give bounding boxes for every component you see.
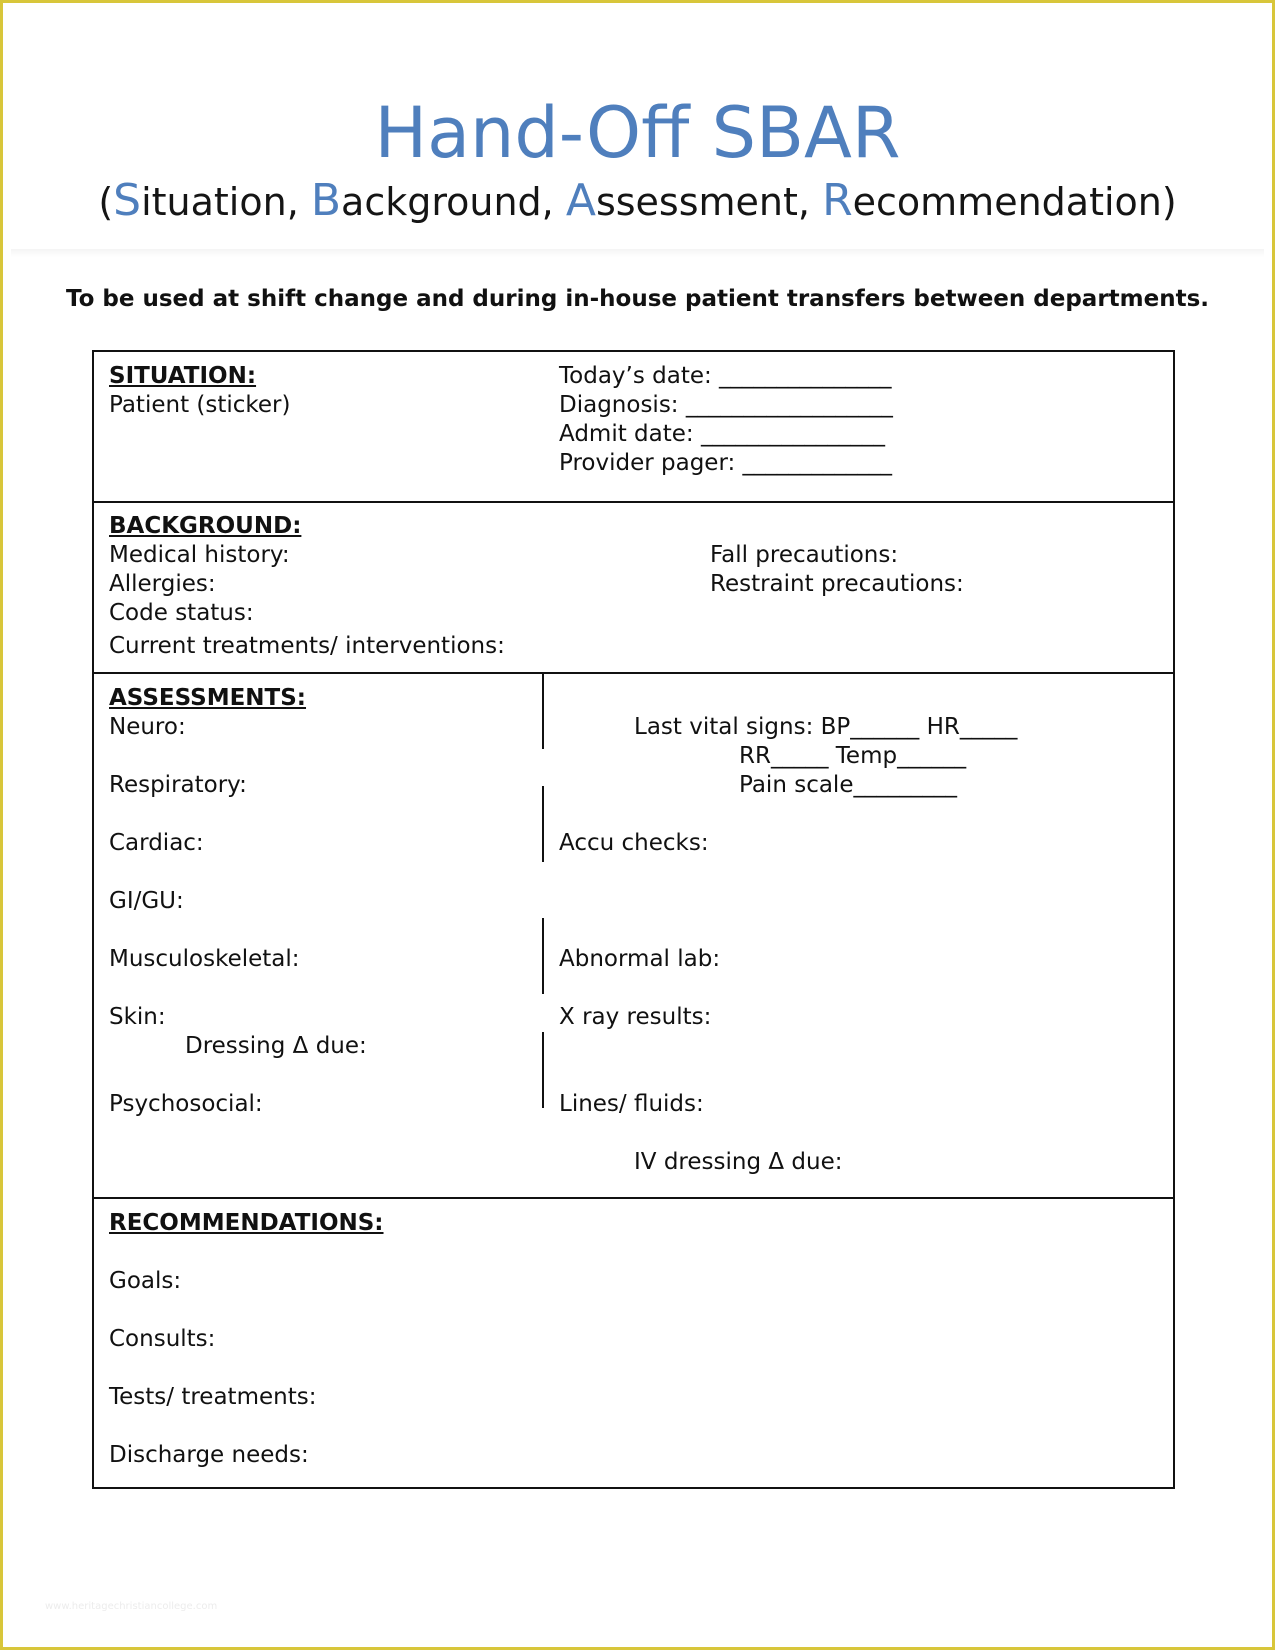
fall-precautions-label: Fall precautions: — [710, 542, 899, 568]
subtitle-r-rest: ecommendation — [852, 180, 1162, 224]
assessment-column-divider-4 — [542, 1032, 544, 1108]
subtitle-a-cap: A — [565, 175, 596, 226]
assessments-heading: ASSESSMENTS: — [109, 685, 307, 711]
abnormal-lab-label: Abnormal lab: — [559, 946, 721, 972]
subtitle-a-rest: ssessment, — [595, 180, 823, 224]
neuro-label: Neuro: — [109, 714, 186, 740]
last-vital-signs-field: Last vital signs: BP______ HR_____ — [634, 714, 1018, 740]
subtitle-close-paren: ) — [1161, 180, 1177, 224]
assessment-column-divider-1 — [542, 674, 544, 749]
code-status-label: Code status: — [109, 600, 254, 626]
provider-pager-field: Provider pager: _____________ — [559, 450, 893, 476]
section-divider-background — [94, 672, 1173, 674]
accu-checks-label: Accu checks: — [559, 830, 709, 856]
watermark: www.heritagechristiancollege.com — [45, 1601, 218, 1612]
assessment-column-divider-3 — [542, 918, 544, 994]
patient-sticker-label: Patient (sticker) — [109, 392, 291, 418]
tests-treatments-label: Tests/ treatments: — [109, 1384, 317, 1410]
skin-label: Skin: — [109, 1004, 166, 1030]
cardiac-label: Cardiac: — [109, 830, 204, 856]
subtitle-open-paren: ( — [98, 180, 114, 224]
dressing-due-label: Dressing Δ due: — [185, 1033, 367, 1059]
section-divider-situation — [94, 501, 1173, 503]
iv-dressing-due-label: IV dressing Δ due: — [634, 1149, 843, 1175]
allergies-label: Allergies: — [109, 571, 216, 597]
situation-heading: SITUATION: — [109, 363, 257, 389]
rr-temp-field: RR_____ Temp______ — [739, 743, 967, 769]
header-divider — [11, 249, 1264, 257]
discharge-needs-label: Discharge needs: — [109, 1442, 309, 1468]
lines-fluids-label: Lines/ fluids: — [559, 1091, 704, 1117]
subtitle-s-rest: ituation, — [141, 180, 311, 224]
goals-label: Goals: — [109, 1268, 182, 1294]
subtitle-s-cap: S — [113, 175, 142, 226]
consults-label: Consults: — [109, 1326, 216, 1352]
sbar-form — [92, 350, 1175, 1489]
xray-results-label: X ray results: — [559, 1004, 712, 1030]
intro-text: To be used at shift change and during in-house patient transfers between departments. — [65, 286, 1210, 312]
background-heading: BACKGROUND: — [109, 513, 302, 539]
admit-date-field: Admit date: ________________ — [559, 421, 885, 447]
subtitle-r-cap: R — [822, 175, 853, 226]
assessment-column-divider-2 — [542, 786, 544, 862]
restraint-precautions-label: Restraint precautions: — [710, 571, 964, 597]
pain-scale-field: Pain scale_________ — [739, 772, 957, 798]
todays-date-field: Today’s date: _______________ — [559, 363, 892, 389]
page-subtitle — [3, 176, 1272, 227]
current-treatments-label: Current treatments/ interventions: — [109, 633, 505, 659]
respiratory-label: Respiratory: — [109, 772, 247, 798]
medical-history-label: Medical history: — [109, 542, 290, 568]
section-divider-assessments — [94, 1197, 1173, 1199]
recommendations-heading: RECOMMENDATIONS: — [109, 1210, 384, 1236]
musculoskeletal-label: Musculoskeletal: — [109, 946, 300, 972]
subtitle-b-cap: B — [310, 175, 342, 226]
psychosocial-label: Psychosocial: — [109, 1091, 263, 1117]
gi-gu-label: GI/GU: — [109, 888, 184, 914]
page-title: Hand-Off SBAR — [374, 92, 901, 174]
subtitle-b-rest: ackground, — [341, 180, 566, 224]
diagnosis-field: Diagnosis: __________________ — [559, 392, 893, 418]
